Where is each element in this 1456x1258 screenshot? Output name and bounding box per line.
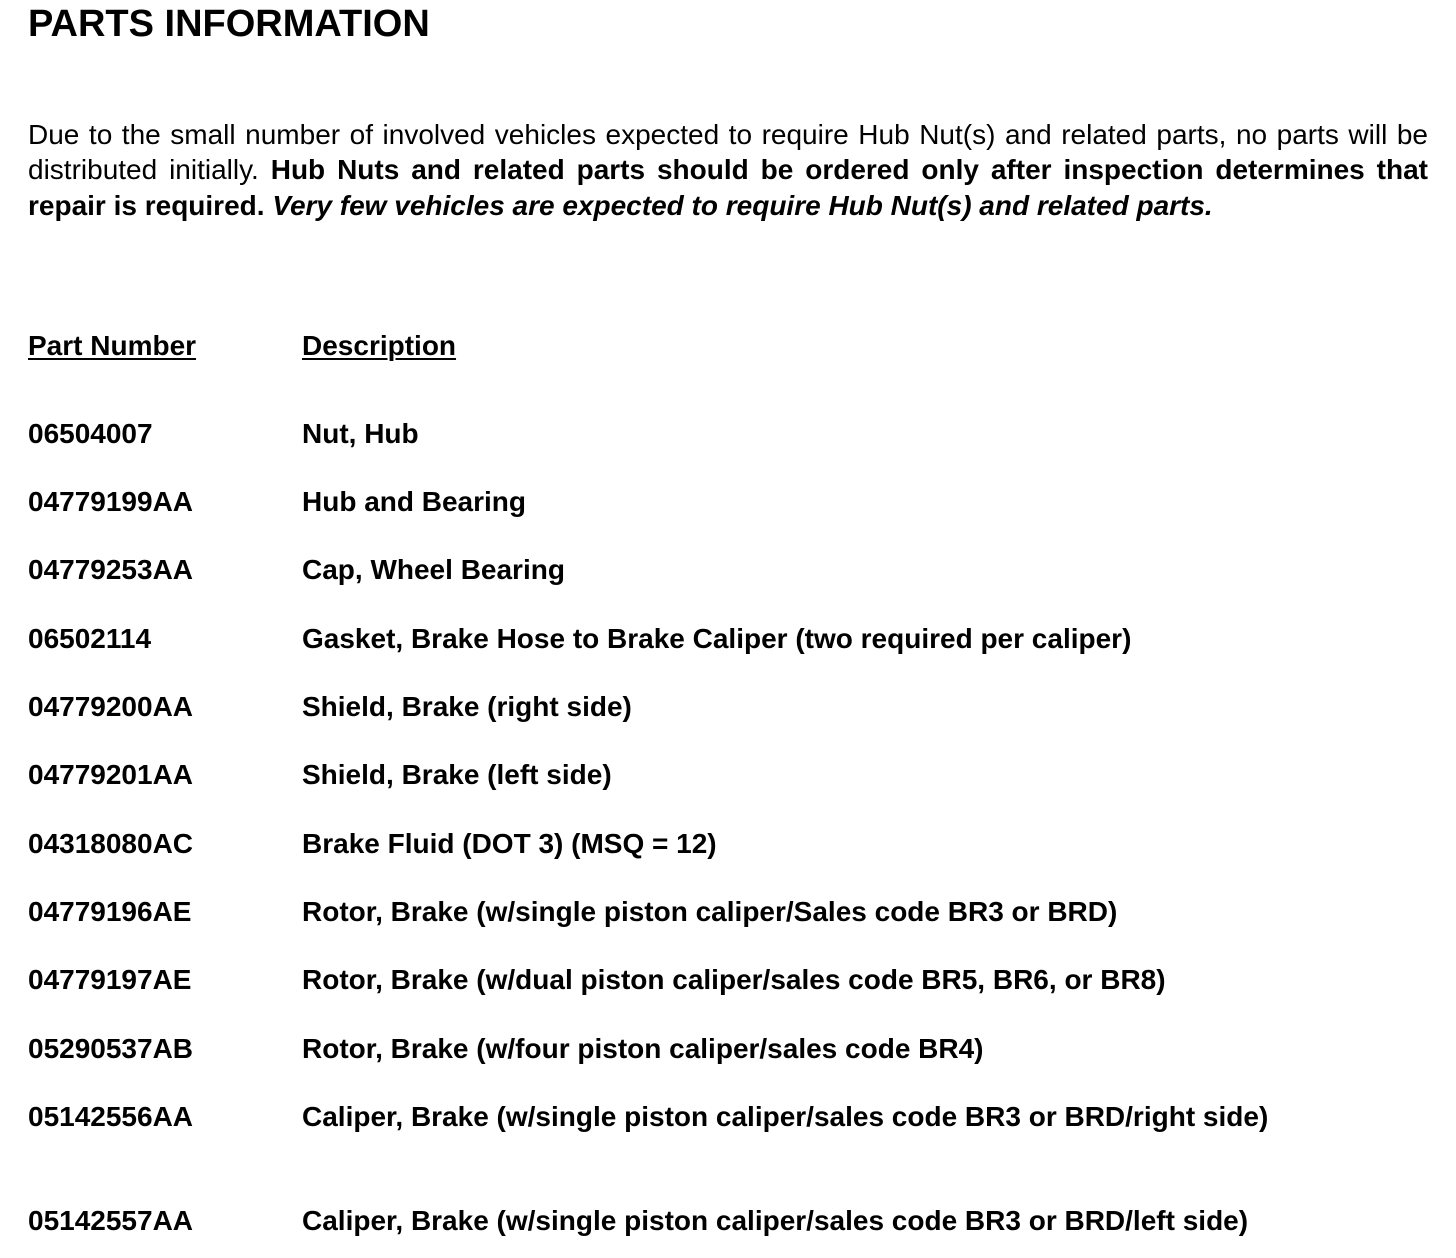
part-number-cell: 04779200AA bbox=[28, 691, 194, 722]
description-cell: Rotor, Brake (w/four piston caliper/sales code BR4) bbox=[302, 1033, 984, 1064]
description-cell: Shield, Brake (right side) bbox=[302, 691, 632, 722]
part-number-cell: 04779201AA bbox=[28, 759, 194, 790]
part-number-cell: 06502114 bbox=[28, 623, 152, 654]
description-cell: Rotor, Brake (w/dual piston caliper/sales code BR5, BR6, or BR8) bbox=[302, 964, 1166, 995]
description-cell: Brake Fluid (DOT 3) (MSQ = 12) bbox=[302, 828, 717, 859]
description-cell: Hub and Bearing bbox=[302, 486, 527, 517]
intro-plain-text: Due to the small number of involved vehicles expected to require Hub Nut(s) and related parts, no parts will be distributed initially. bbox=[28, 119, 1428, 186]
description-cell: Caliper, Brake (w/single piston caliper/sales code BR3 or BRD/right side) bbox=[302, 1101, 1269, 1132]
part-number-cell: 04779196AE bbox=[28, 896, 192, 927]
intro-bold-text: Hub Nuts and related parts should be ordered only after inspection determines that repair is required. bbox=[28, 154, 1428, 221]
part-number-cell: 05142556AA bbox=[28, 1101, 194, 1132]
part-number-cell: 04779197AE bbox=[28, 964, 192, 995]
parts-table-body bbox=[28, 0, 1428, 1258]
header-description: Description bbox=[302, 330, 457, 361]
description-cell: Nut, Hub bbox=[302, 418, 419, 449]
description-cell: Rotor, Brake (w/single piston caliper/Sales code BR3 or BRD) bbox=[302, 896, 1118, 927]
part-number-cell: 04318080AC bbox=[28, 828, 194, 859]
description-cell: Gasket, Brake Hose to Brake Caliper (two required per caliper) bbox=[302, 623, 1132, 654]
description-cell: Caliper, Brake (w/single piston caliper/sales code BR3 or BRD/left side) bbox=[302, 1205, 1249, 1236]
part-number-cell: 06504007 bbox=[28, 418, 153, 449]
description-cell: Cap, Wheel Bearing bbox=[302, 554, 565, 585]
description-cell: Shield, Brake (left side) bbox=[302, 759, 612, 790]
intro-bold-italic-text: Very few vehicles are expected to require Hub Nut(s) and related parts. bbox=[272, 189, 1213, 221]
part-number-cell: 05290537AB bbox=[28, 1033, 194, 1064]
part-number-cell: 04779199AA bbox=[28, 486, 194, 517]
page-title: PARTS INFORMATION bbox=[28, 3, 430, 45]
header-part-number: Part Number bbox=[28, 330, 197, 361]
part-number-cell: 04779253AA bbox=[28, 554, 194, 585]
part-number-cell: 05142557AA bbox=[28, 1205, 194, 1236]
